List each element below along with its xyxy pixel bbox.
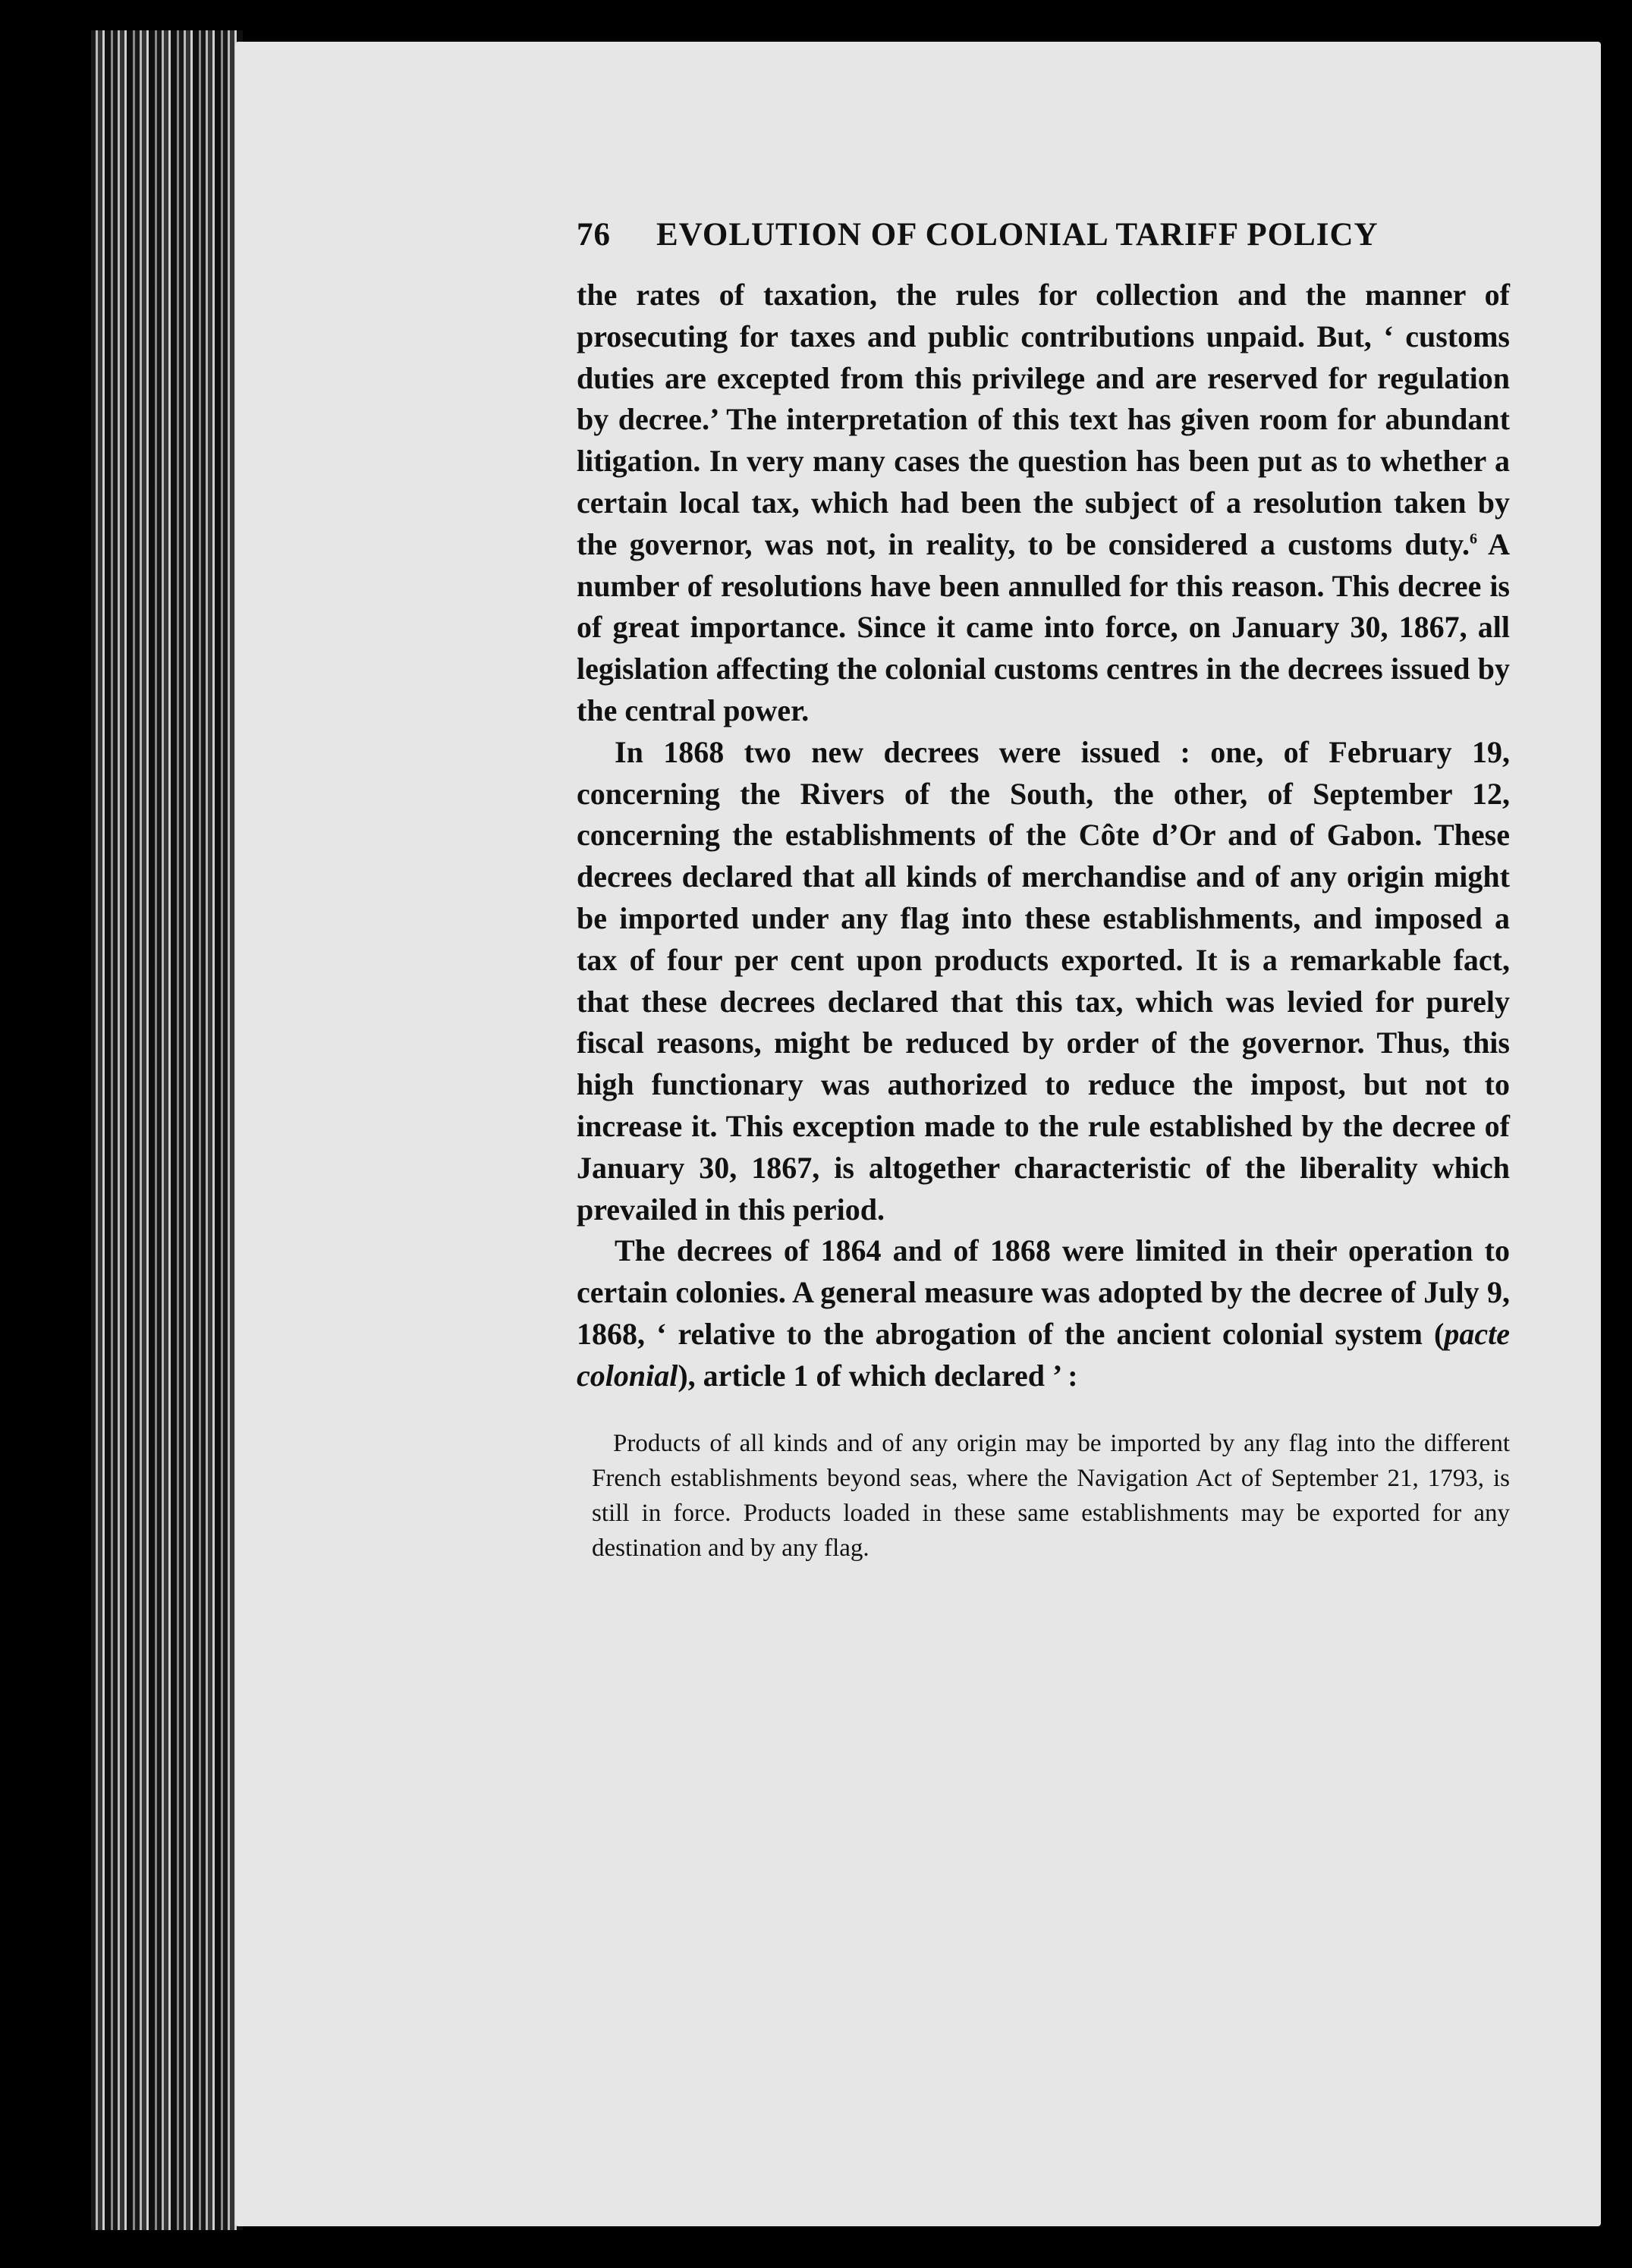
paragraph-3-part-a: The decrees of 1864 and of 1868 were limited in their operation to certain colonies. A general measure was adopted by the decree of July 9, 1868, ‘ relative to the abrogation of the ancient colonial system ( <box>577 1233 1510 1351</box>
paragraph-3-part-b: ), article 1 of which declared ’ : <box>678 1358 1078 1393</box>
block-quote: Products of all kinds and of any origin may be imported by any flag into the different French establishments beyond seas, where the Navigation Act of September 21, 1793, is still in force. Products loaded in these same establishments may be exported for any destination and by any flag. <box>592 1429 1510 1562</box>
footnote-marker: 6 <box>1469 530 1477 548</box>
paragraph-1-part-a: the rates of taxation, the rules for collection and the manner of prosecuting for taxes and public contributions unpaid. But, ‘ customs duties are excepted from this privilege and are reserved for regulation by decree.’ The interpretation of this text has given room for abundant litigation. In very many cases the question has been put as to whether a certain local tax, which had been the subject of a resolution taken by the governor, was not, in reality, to be considered a customs duty. <box>577 278 1510 561</box>
page-content <box>341 216 1510 1566</box>
paragraph-3-italic: pacte colonial <box>577 1316 1510 1393</box>
paragraph-1-part-b: A number of resolutions have been annulled for this reason. This decree is of great importance. Since it came into force, on January 30, 1867, all legislation affecting the colonial customs centres in the decrees issued by the central power. <box>577 526 1510 727</box>
page-number: 76 <box>577 217 611 253</box>
body-text <box>577 275 1510 1566</box>
paragraph-3 <box>577 1230 1510 1396</box>
running-head <box>577 216 1510 253</box>
paragraph-1 <box>577 275 1510 732</box>
running-title: EVOLUTION OF COLONIAL TARIFF POLICY <box>656 217 1379 253</box>
paragraph-2: In 1868 two new decrees were issued : one, of February 19, concerning the Rivers of the South, the other, of September 12, concerning the establishments of the Côte d’Or and of Gabon. These decrees declared that all kinds of merchandise and of any origin might be imported under any flag into these establishments, and imposed a tax of four per cent upon products exported. It is a remarkable fact, that these decrees declared that this tax, which was levied for purely fiscal reasons, might be reduced by order of the governor. Thus, this high functionary was authorized to reduce the impost, but not to increase it. This exception made to the rule established by the decree of January 30, 1867, is altogether characteristic of the liberality which prevailed in this period. <box>577 734 1510 1227</box>
book-binding-edge <box>91 30 243 2230</box>
